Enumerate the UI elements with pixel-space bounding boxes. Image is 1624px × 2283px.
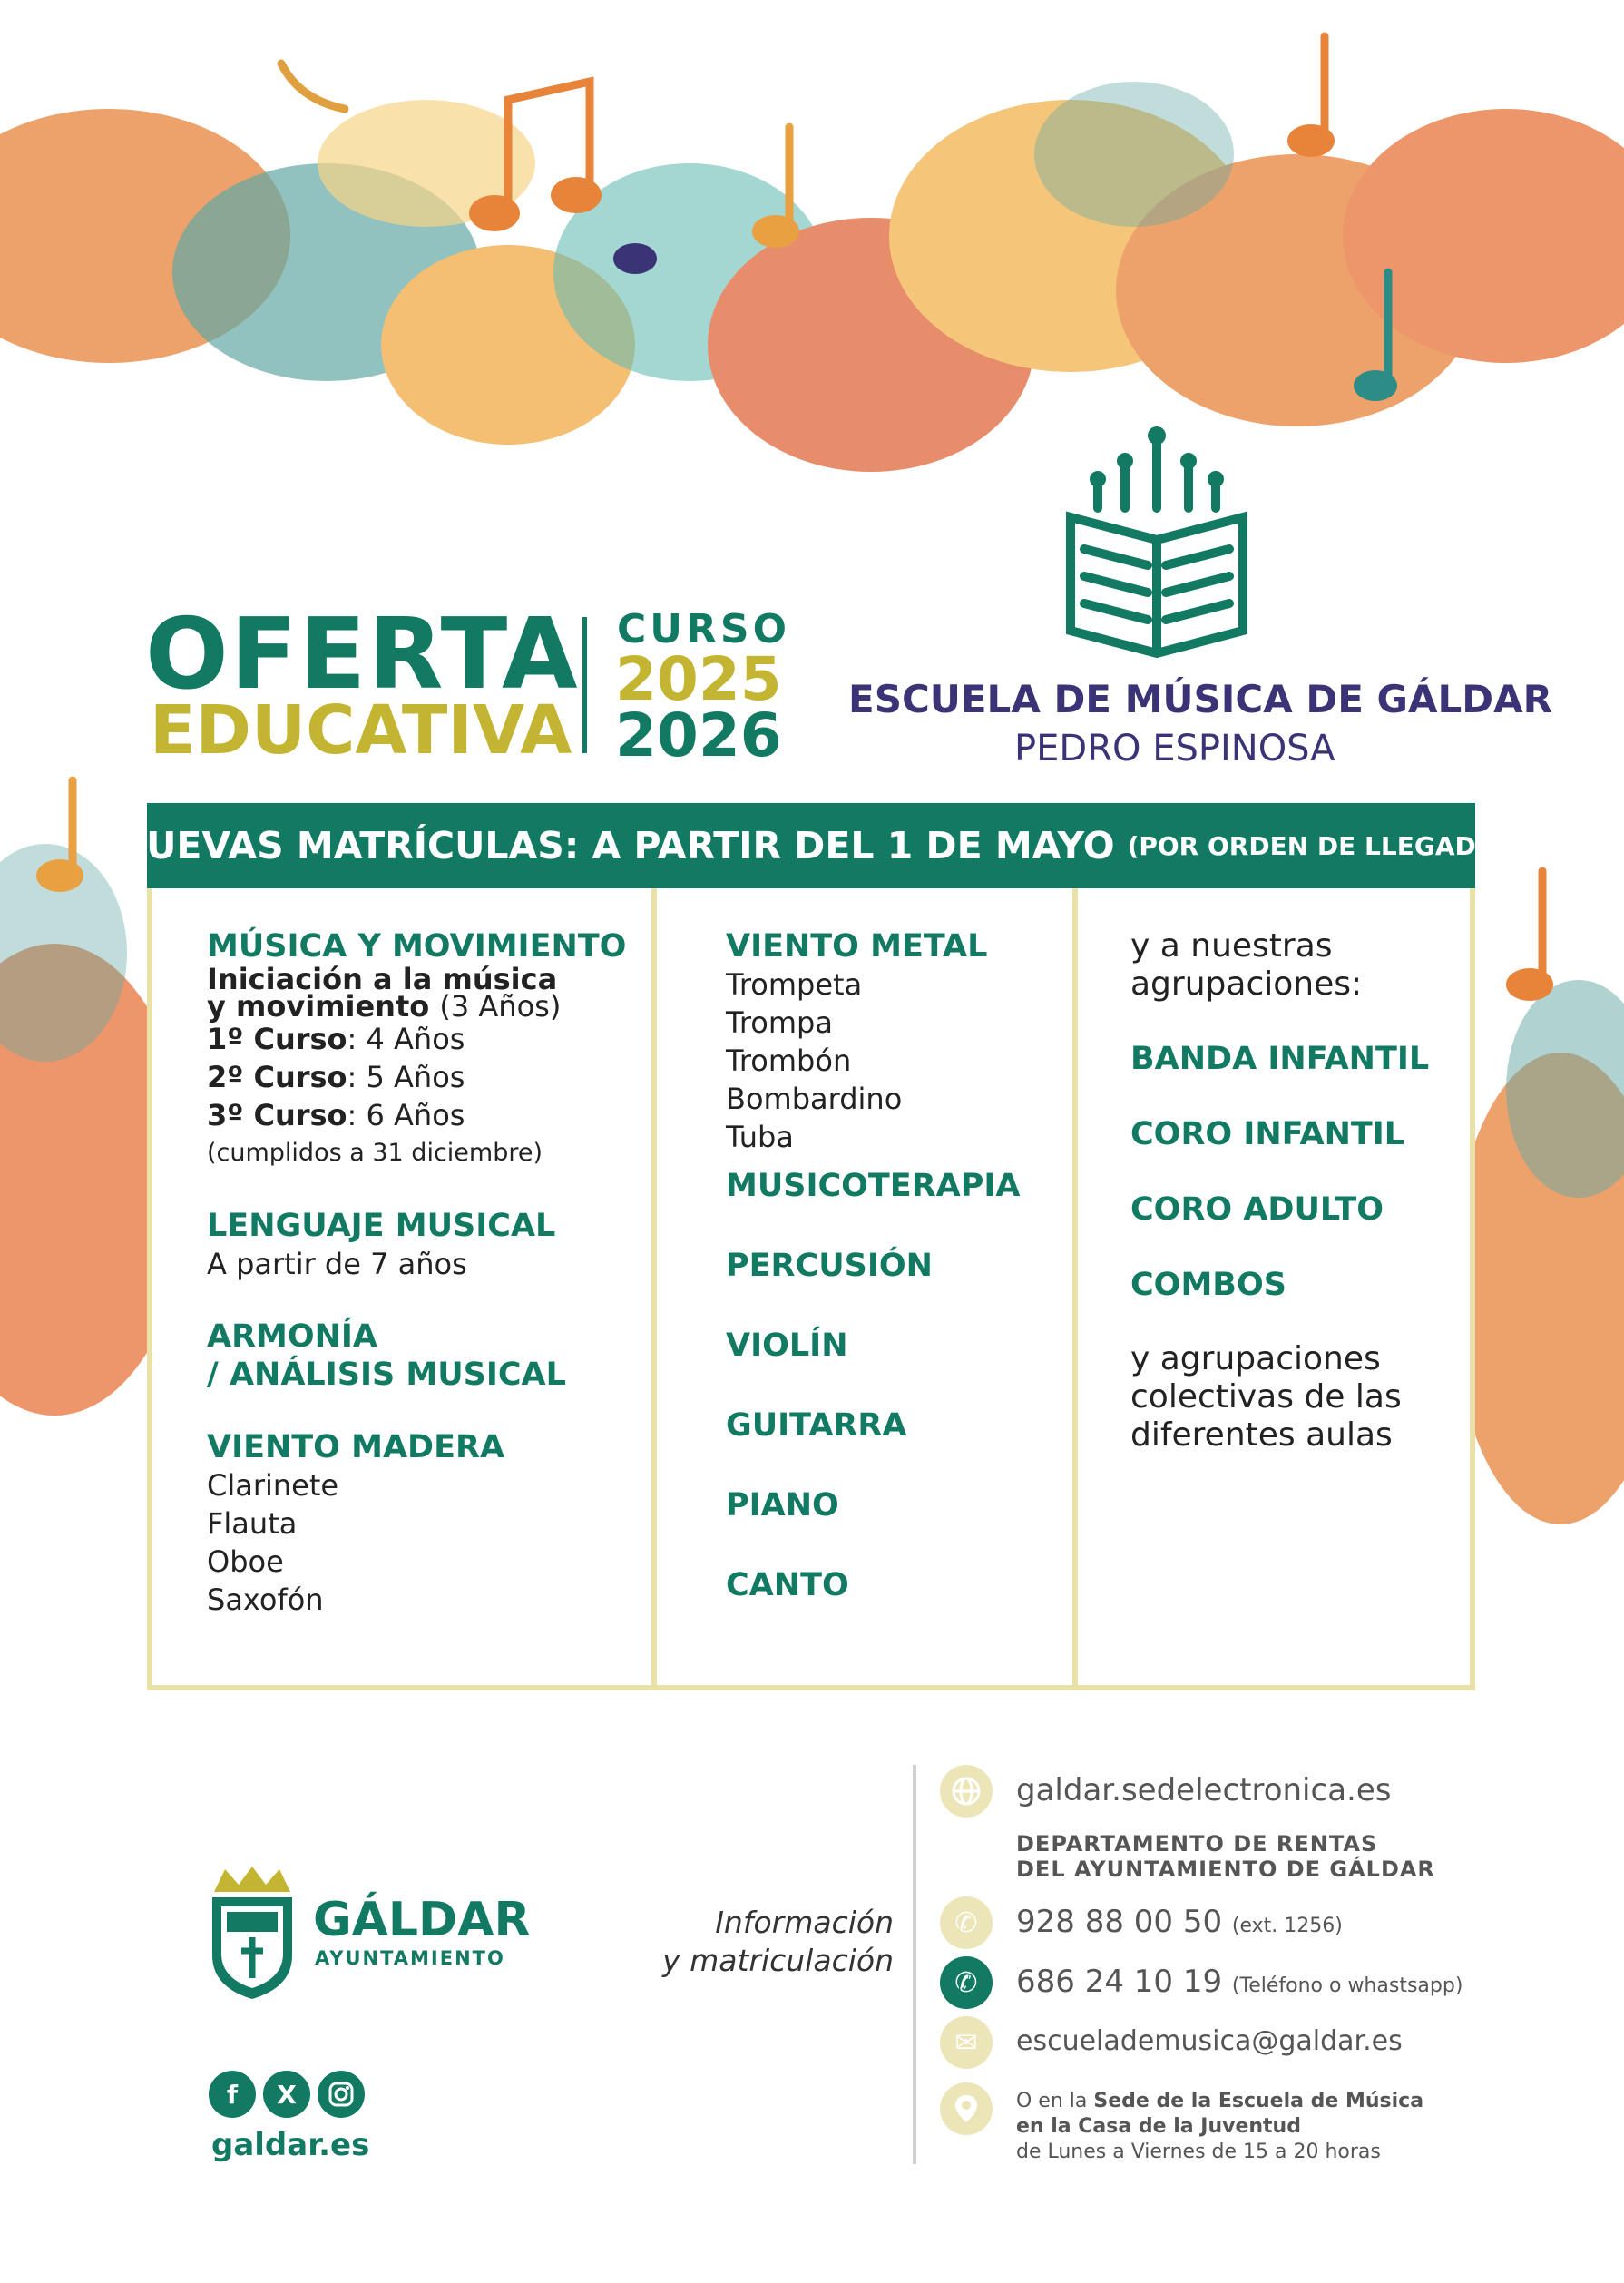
school-name: ESCUELA DE MÚSICA DE GÁLDAR [848, 677, 1552, 721]
instrument-item: Flauta [207, 1506, 298, 1541]
title-divider [582, 617, 587, 753]
location-pre: O en la [1016, 2090, 1094, 2112]
website-link[interactable]: galdar.es [211, 2127, 370, 2163]
curso-1-age: : 4 Años [347, 1022, 465, 1056]
armonia-heading-line2: / ANÁLISIS MUSICAL [207, 1357, 566, 1393]
group-heading: COMBOS [1130, 1267, 1286, 1303]
location-line1 [1016, 2089, 1423, 2114]
musica-movimiento-heading: MÚSICA Y MOVIMIENTO [207, 928, 627, 965]
groups-outro-line1: y agrupaciones [1130, 1340, 1381, 1377]
instrument-item: Saxofón [207, 1582, 324, 1617]
curso-3-age: : 6 Años [347, 1098, 465, 1132]
column-divider [651, 888, 657, 1690]
groups-outro-line2: colectivas de las [1130, 1378, 1402, 1416]
whatsapp-icon: ✆ [940, 1956, 993, 2009]
facebook-icon[interactable]: f [209, 2071, 256, 2118]
banner-note: (POR ORDEN DE LLEGADA) [1127, 830, 1508, 861]
location-line2 [1016, 2114, 1423, 2140]
location-text [1016, 2089, 1423, 2165]
groups-outro-line3: diferentes aulas [1130, 1416, 1393, 1454]
groups-intro-line1: y a nuestras [1130, 927, 1333, 965]
mobile-note: (Teléfono o whastsapp) [1231, 1974, 1463, 1997]
course-label: CURSO [617, 606, 790, 652]
subject-heading: GUITARRA [726, 1407, 907, 1444]
curso-1 [207, 1020, 626, 1058]
curso-2-age: : 5 Años [347, 1060, 465, 1094]
location-pin-icon [940, 2082, 993, 2135]
info-label-line2: y matriculación [662, 1943, 894, 1978]
group-heading: BANDA INFANTIL [1130, 1041, 1430, 1077]
group-heading: CORO ADULTO [1130, 1191, 1384, 1228]
mobile-number-text: 686 24 10 19 [1016, 1964, 1223, 2000]
iniciacion-line2 [207, 989, 626, 1024]
dept-line1: DEPARTAMENTO DE RENTAS [1016, 1831, 1378, 1857]
web-address[interactable]: galdar.sedelectronica.es [1016, 1772, 1392, 1808]
column-middle [726, 927, 1021, 1604]
instrument-item: Tuba [726, 1120, 794, 1154]
phone-icon: ✆ [940, 1896, 993, 1949]
groups-intro-line2: agrupaciones: [1130, 965, 1363, 1003]
footer-divider [913, 1765, 916, 2164]
curso-2-label: 2º Curso [207, 1060, 347, 1094]
subject-heading: CANTO [726, 1567, 849, 1603]
info-label-line1: Información [715, 1905, 894, 1940]
mail-icon: ✉ [940, 2016, 993, 2069]
age-note: (cumplidos a 31 diciembre) [207, 1139, 543, 1167]
group-heading: CORO INFANTIL [1130, 1116, 1405, 1152]
curso-2 [207, 1058, 626, 1096]
instagram-icon[interactable] [318, 2071, 365, 2118]
title-oferta: OFERTA [145, 598, 580, 711]
curso-3 [207, 1096, 626, 1134]
iniciacion-line1: Iniciación a la música [207, 962, 558, 996]
location-bold1: Sede de la Escuela de Música [1093, 2090, 1424, 2112]
curso-3-label: 3º Curso [207, 1098, 347, 1132]
instrument-item: Trombón [726, 1044, 852, 1078]
subject-heading: MUSICOTERAPIA [726, 1168, 1021, 1204]
instrument-item: Trompeta [726, 967, 863, 1002]
town-subtitle: AYUNTAMIENTO [315, 1947, 505, 1969]
mobile-number[interactable] [1016, 1964, 1463, 2000]
location-bold2: en la Casa de la Juventud [1016, 2115, 1301, 2138]
email-address[interactable]: escuelademusica@galdar.es [1016, 2025, 1403, 2057]
location-line3: de Lunes a Viernes de 15 a 20 horas [1016, 2141, 1381, 2163]
enrollment-banner [114, 803, 1508, 888]
instrument-item: Clarinete [207, 1468, 339, 1503]
subject-heading: VIOLÍN [726, 1328, 848, 1364]
curso-1-label: 1º Curso [207, 1022, 347, 1056]
music-book-icon [1061, 426, 1252, 662]
title-educativa: EDUCATIVA [150, 691, 572, 769]
x-twitter-icon[interactable]: X [263, 2071, 310, 2118]
globe-icon [940, 1765, 993, 1818]
town-name: GÁLDAR [313, 1893, 531, 1947]
phone-ext: (ext. 1256) [1231, 1915, 1343, 1937]
banner-main-text: NUEVAS MATRÍCULAS: A PARTIR DEL 1 DE MAYO [114, 824, 1115, 867]
subject-heading: PIANO [726, 1487, 839, 1524]
dept-line2: DEL AYUNTAMIENTO DE GÁLDAR [1016, 1857, 1435, 1882]
galdar-crest-icon [207, 1865, 298, 2001]
course-year-start: 2025 [615, 644, 782, 714]
subject-heading: PERCUSIÓN [726, 1248, 933, 1284]
iniciacion-age: (3 Años) [439, 989, 562, 1024]
lenguaje-musical-text: A partir de 7 años [207, 1247, 467, 1281]
iniciacion-line2-text: y movimiento [207, 989, 430, 1024]
info-label [635, 1904, 894, 1980]
school-subtitle: PEDRO ESPINOSA [1014, 728, 1335, 769]
phone-number[interactable] [1016, 1904, 1343, 1940]
column-right [1130, 927, 1429, 1455]
column-left [207, 927, 626, 1619]
course-year-end: 2026 [615, 701, 782, 770]
instrument-item: Oboe [207, 1544, 284, 1579]
instrument-item: Bombardino [726, 1082, 903, 1116]
column-divider [1072, 888, 1078, 1690]
phone-number-text: 928 88 00 50 [1016, 1904, 1223, 1940]
armonia-heading-line1: ARMONÍA [207, 1318, 378, 1355]
instrument-item: Trompa [726, 1005, 833, 1040]
viento-metal-heading: VIENTO METAL [726, 928, 988, 965]
lenguaje-musical-heading: LENGUAJE MUSICAL [207, 1208, 556, 1244]
viento-madera-heading: VIENTO MADERA [207, 1429, 505, 1465]
